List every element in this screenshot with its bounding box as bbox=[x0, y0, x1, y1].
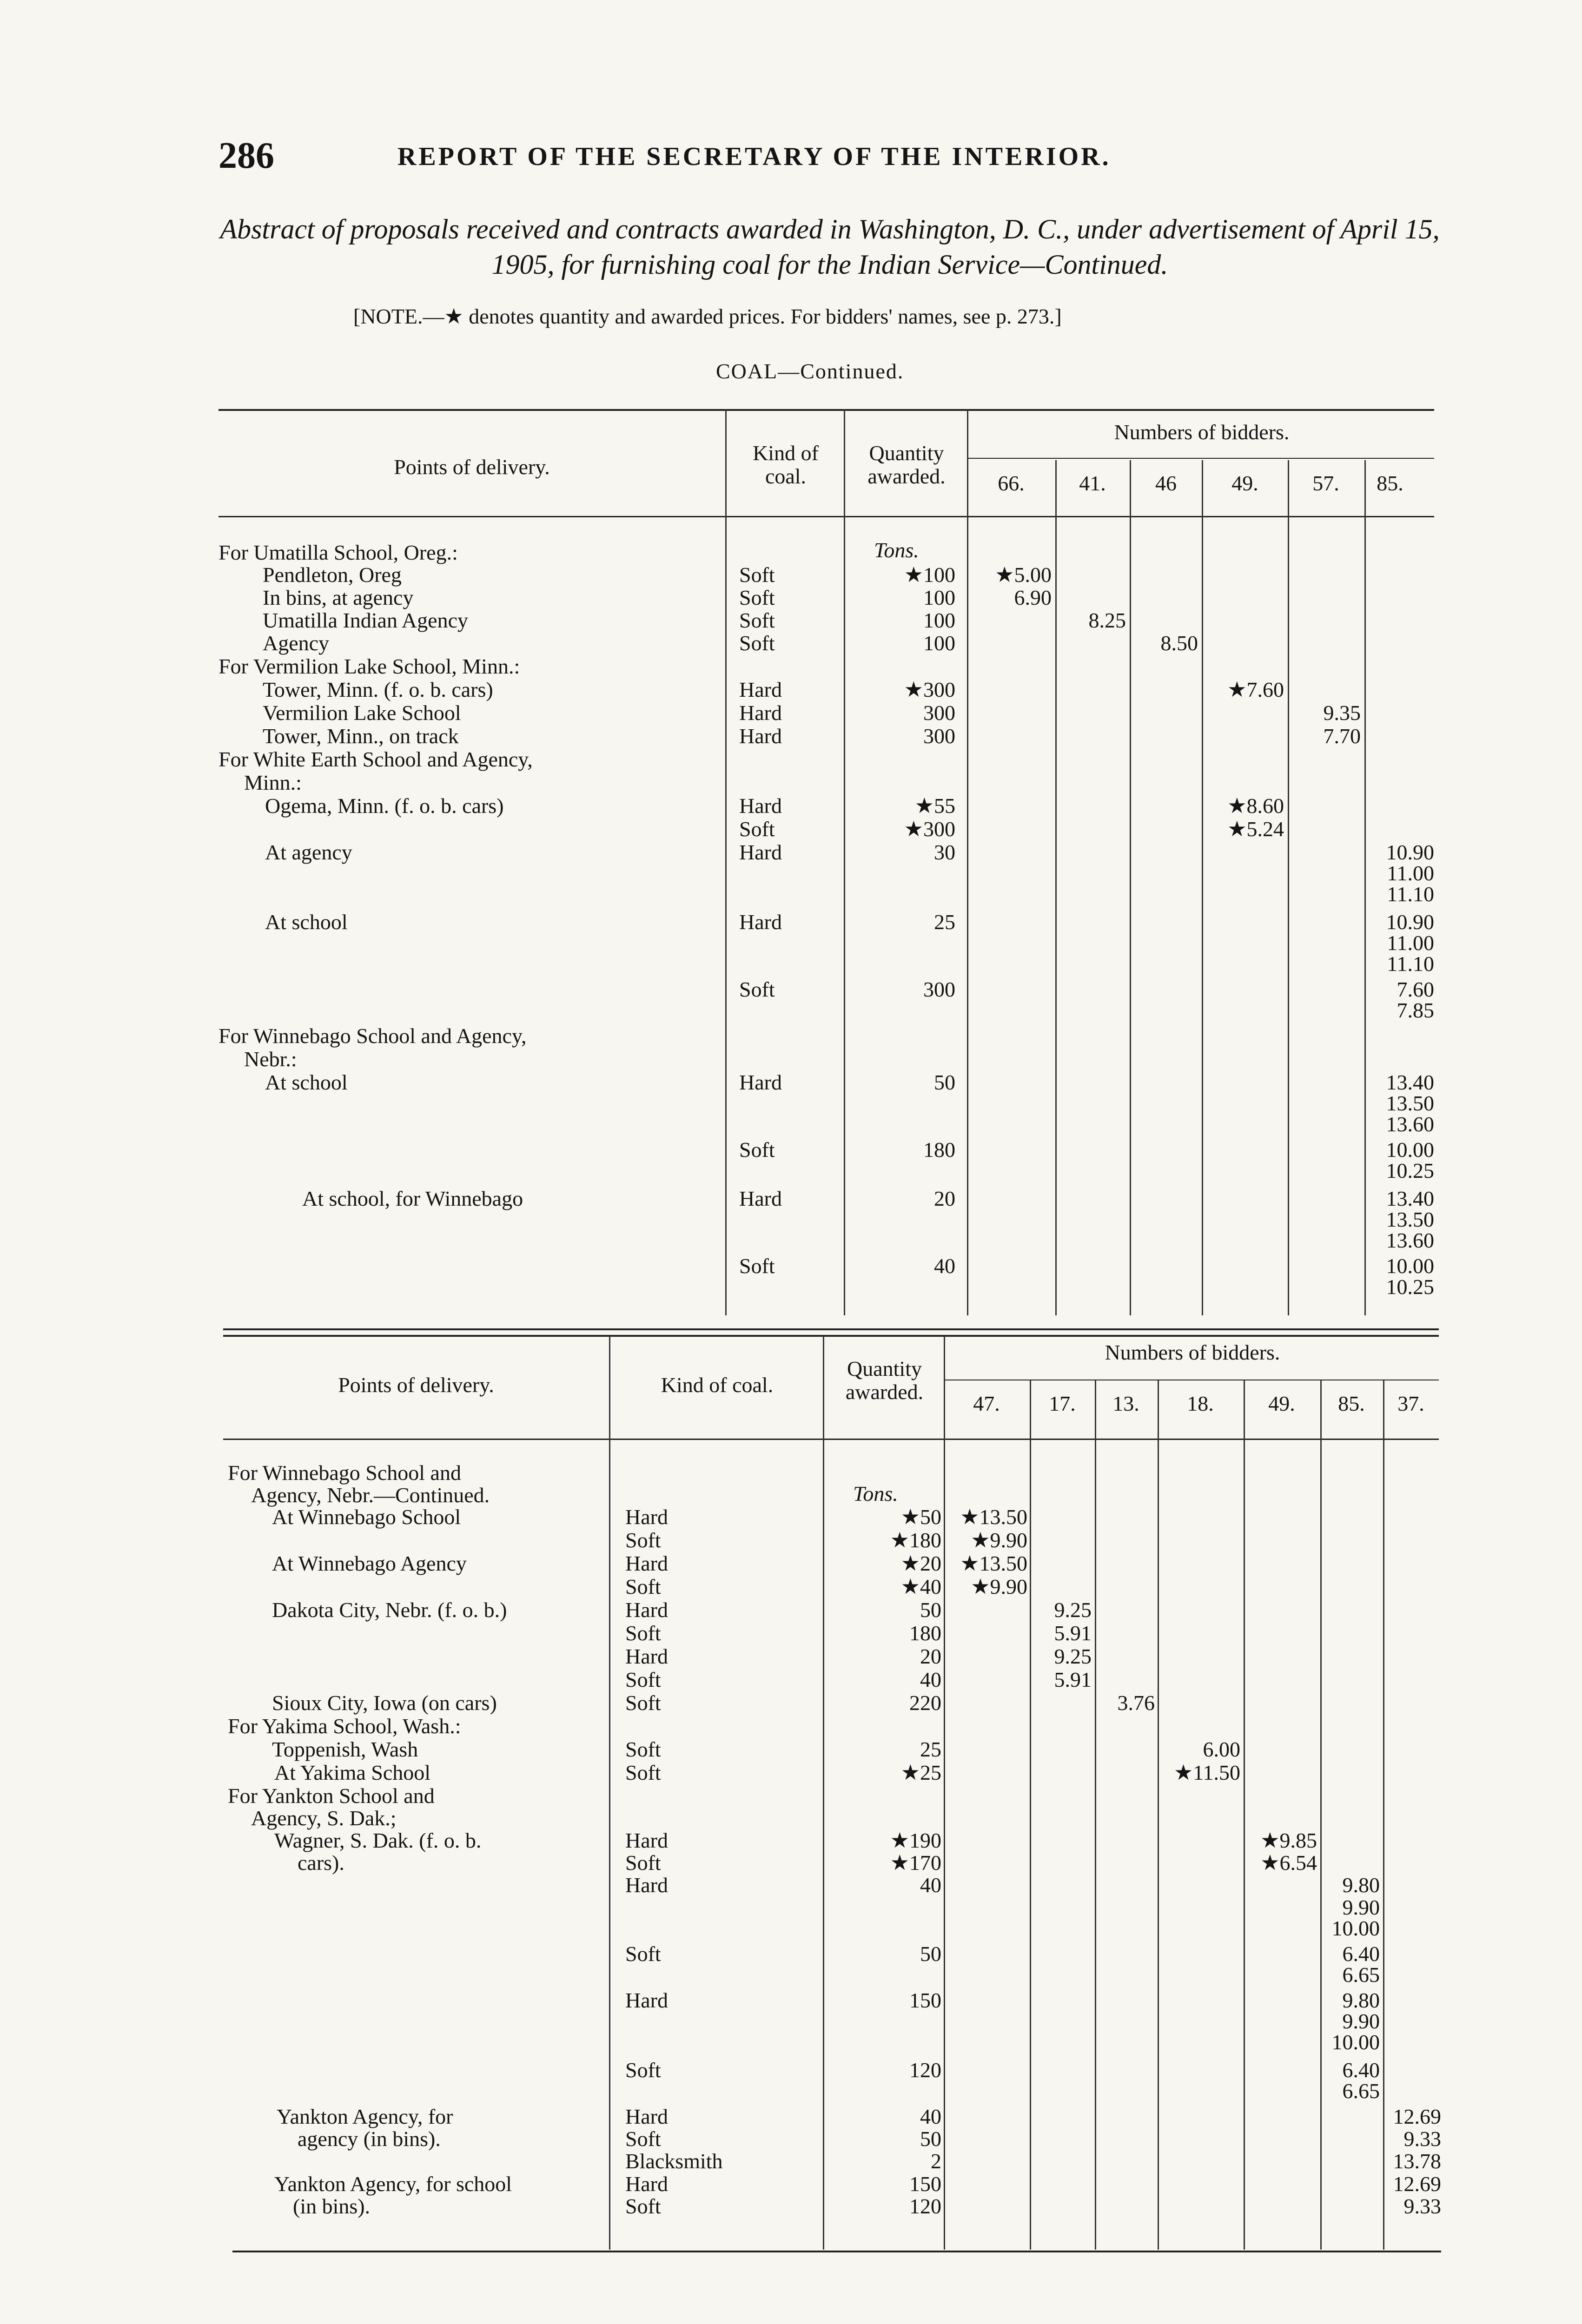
table1-header-rule bbox=[218, 516, 1434, 517]
delivery-point-label: Yankton Agency, for school bbox=[274, 2172, 512, 2196]
delivery-point-label: Tower, Minn. (f. o. b. cars) bbox=[263, 678, 493, 701]
delivery-point-label: At Winnebago School bbox=[272, 1505, 461, 1529]
coal-kind: Soft bbox=[625, 1942, 661, 1966]
table1-header-points: Points of delivery. bbox=[394, 455, 550, 479]
bid-price: 8.50 bbox=[1160, 631, 1198, 655]
quantity-awarded: 20 bbox=[920, 1644, 941, 1668]
table1-vline bbox=[1202, 460, 1203, 1315]
bidder-number-header: 85. bbox=[1338, 1392, 1365, 1415]
coal-kind: Hard bbox=[625, 1644, 668, 1668]
bid-price: ★9.90 bbox=[971, 1528, 1027, 1552]
table2-vline bbox=[1158, 1380, 1159, 2250]
delivery-point-label: For White Earth School and Agency, bbox=[218, 747, 533, 771]
bid-price: ★13.50 bbox=[960, 1552, 1027, 1575]
bidder-number-header: 18. bbox=[1187, 1392, 1214, 1415]
coal-kind: Soft bbox=[625, 1575, 661, 1598]
bid-price: 10.90 bbox=[1386, 910, 1434, 934]
coal-kind: Soft bbox=[625, 2194, 661, 2218]
bidder-number-header: 13. bbox=[1112, 1392, 1139, 1415]
coal-kind: Hard bbox=[739, 1070, 782, 1094]
bid-price: ★11.50 bbox=[1173, 1761, 1240, 1784]
bid-price: 12.69 bbox=[1393, 2105, 1441, 2128]
table1-header-kind: Kind of coal. bbox=[753, 441, 819, 488]
bidder-number-header: 49. bbox=[1268, 1392, 1295, 1415]
delivery-point-label: For Winnebago School and Agency, bbox=[218, 1024, 527, 1048]
coal-kind: Soft bbox=[625, 1621, 661, 1645]
delivery-point-label: Minn.: bbox=[244, 771, 302, 794]
quantity-awarded: ★25 bbox=[900, 1761, 941, 1784]
table2-header-bidders: Numbers of bidders. bbox=[1105, 1340, 1280, 1364]
coal-kind: Blacksmith bbox=[625, 2149, 723, 2173]
bid-price: 10.25 bbox=[1386, 1275, 1434, 1299]
delivery-point-label: For Vermilion Lake School, Minn.: bbox=[218, 654, 520, 678]
table1-vline bbox=[1288, 460, 1289, 1315]
quantity-awarded: 40 bbox=[920, 1873, 941, 1897]
bid-price: 10.00 bbox=[1386, 1254, 1434, 1278]
quantity-awarded: 100 bbox=[923, 631, 955, 655]
running-head: REPORT OF THE SECRETARY OF THE INTERIOR. bbox=[397, 142, 1111, 171]
bidder-number-header: 49. bbox=[1231, 471, 1258, 495]
quantity-awarded: 100 bbox=[923, 608, 955, 632]
bid-price: 6.00 bbox=[1203, 1737, 1240, 1761]
bid-price: 9.25 bbox=[1054, 1644, 1092, 1668]
quantity-awarded: 150 bbox=[909, 2172, 941, 2196]
delivery-point-label: At Winnebago Agency bbox=[272, 1552, 467, 1575]
coal-kind: Hard bbox=[739, 910, 782, 934]
coal-kind: Soft bbox=[739, 1138, 775, 1162]
bid-price: 5.91 bbox=[1054, 1621, 1092, 1645]
bidder-number-header: 85. bbox=[1377, 471, 1403, 495]
quantity-awarded: ★300 bbox=[904, 817, 955, 841]
table1-header-bidders: Numbers of bidders. bbox=[1114, 420, 1290, 444]
quantity-awarded: ★40 bbox=[900, 1575, 941, 1598]
delivery-point-label: Pendleton, Oreg bbox=[263, 563, 402, 587]
quantity-awarded: 30 bbox=[934, 840, 955, 864]
page-number: 286 bbox=[218, 135, 274, 176]
quantity-awarded: 120 bbox=[909, 2058, 941, 2082]
quantity-awarded: 2 bbox=[931, 2149, 941, 2173]
bid-price: 11.00 bbox=[1387, 861, 1434, 885]
bidder-number-header: 17. bbox=[1049, 1392, 1076, 1415]
delivery-point-label: Agency bbox=[263, 631, 330, 655]
bid-price: 13.50 bbox=[1386, 1208, 1434, 1231]
table1-vline bbox=[844, 409, 845, 1315]
quantity-awarded: ★180 bbox=[890, 1528, 941, 1552]
bid-price: 7.60 bbox=[1397, 977, 1434, 1001]
bid-price: 10.25 bbox=[1386, 1159, 1434, 1182]
bid-price: ★8.60 bbox=[1227, 794, 1284, 818]
coal-kind: Hard bbox=[625, 2172, 668, 2196]
quantity-awarded: 25 bbox=[920, 1737, 941, 1761]
coal-kind: Hard bbox=[739, 724, 782, 748]
delivery-point-label: At Yakima School bbox=[274, 1761, 431, 1784]
bidder-number-header: 46 bbox=[1155, 471, 1177, 495]
delivery-point-label: Vermilion Lake School bbox=[263, 701, 461, 725]
quantity-awarded: 300 bbox=[923, 724, 955, 748]
table2-vline bbox=[1244, 1380, 1245, 2250]
coal-kind: Hard bbox=[625, 1552, 668, 1575]
quantity-awarded: 300 bbox=[923, 977, 955, 1001]
delivery-point-label: cars). bbox=[298, 1851, 344, 1875]
coal-kind: Hard bbox=[739, 1187, 782, 1210]
quantity-awarded: 50 bbox=[920, 1942, 941, 1966]
quantity-awarded: ★100 bbox=[904, 563, 955, 587]
delivery-point-label: (in bins). bbox=[293, 2194, 371, 2218]
coal-kind: Soft bbox=[739, 563, 775, 587]
quantity-awarded: 40 bbox=[920, 1668, 941, 1691]
tons-unit-label: Tons. bbox=[874, 538, 919, 562]
bid-price: 10.00 bbox=[1386, 1138, 1434, 1162]
delivery-point-label: Wagner, S. Dak. (f. o. b. bbox=[274, 1829, 482, 1852]
coal-kind: Hard bbox=[625, 1505, 668, 1529]
quantity-awarded: ★300 bbox=[904, 678, 955, 701]
quantity-awarded: 150 bbox=[909, 1988, 941, 2012]
delivery-point-label: Dakota City, Nebr. (f. o. b.) bbox=[272, 1598, 507, 1622]
bid-price: 11.10 bbox=[1387, 882, 1434, 906]
bid-price: 13.50 bbox=[1386, 1091, 1434, 1115]
table2-top-rule bbox=[223, 1335, 1439, 1337]
coal-kind: Soft bbox=[625, 1668, 661, 1691]
delivery-point-label: At school, for Winnebago bbox=[302, 1187, 523, 1210]
bid-price: 7.85 bbox=[1397, 998, 1434, 1022]
quantity-awarded: ★55 bbox=[914, 794, 955, 818]
bid-price: 6.40 bbox=[1342, 1942, 1380, 1966]
table2-vline bbox=[1030, 1380, 1031, 2250]
bid-price: 13.78 bbox=[1393, 2149, 1441, 2173]
section-heading: COAL—Continued. bbox=[716, 359, 904, 383]
coal-kind: Soft bbox=[625, 1761, 661, 1784]
page-title: Abstract of proposals received and contracts awarded in Washington, D. C., under advertisement of April 15, 1905, for furnishing coal for the Indian Service—Continued. bbox=[220, 214, 1440, 280]
coal-kind: Hard bbox=[625, 1829, 668, 1852]
bidder-number-header: 66. bbox=[998, 471, 1025, 495]
coal-kind: Hard bbox=[739, 840, 782, 864]
coal-kind: Soft bbox=[739, 586, 775, 609]
delivery-point-label: Nebr.: bbox=[244, 1047, 297, 1071]
bid-price: ★6.54 bbox=[1260, 1851, 1317, 1875]
bid-price: 10.00 bbox=[1331, 2030, 1380, 2054]
bid-price: 5.91 bbox=[1054, 1668, 1092, 1691]
quantity-awarded: 50 bbox=[934, 1070, 955, 1094]
quantity-awarded: ★170 bbox=[890, 1851, 941, 1875]
quantity-awarded: 40 bbox=[934, 1254, 955, 1278]
bid-price: ★5.00 bbox=[995, 563, 1052, 587]
bidder-number-header: 37. bbox=[1397, 1392, 1424, 1415]
coal-kind: Hard bbox=[625, 1598, 668, 1622]
table2-top-rule bbox=[223, 1328, 1439, 1330]
table2-vline bbox=[944, 1336, 945, 2250]
quantity-awarded: 180 bbox=[923, 1138, 955, 1162]
bidder-number-header: 57. bbox=[1312, 471, 1339, 495]
table2-header-points: Points of delivery. bbox=[338, 1373, 494, 1397]
delivery-point-label: Yankton Agency, for bbox=[277, 2105, 453, 2128]
delivery-point-label: agency (in bins). bbox=[298, 2127, 441, 2151]
bid-price: 12.69 bbox=[1393, 2172, 1441, 2196]
table2-header-rule bbox=[223, 1439, 1439, 1440]
delivery-point-label: Toppenish, Wash bbox=[272, 1737, 418, 1761]
bid-price: 6.65 bbox=[1342, 2079, 1380, 2103]
delivery-point-label: At school bbox=[265, 1070, 348, 1094]
quantity-awarded: ★50 bbox=[900, 1505, 941, 1529]
quantity-awarded: 220 bbox=[909, 1691, 941, 1715]
bidder-number-header: 41. bbox=[1079, 471, 1106, 495]
table2-vline bbox=[1320, 1380, 1322, 2250]
quantity-awarded: 120 bbox=[909, 2194, 941, 2218]
bid-price: 13.60 bbox=[1386, 1228, 1434, 1252]
delivery-point-label: For Yankton School and bbox=[228, 1784, 435, 1808]
tons-unit-label: Tons. bbox=[853, 1482, 898, 1505]
delivery-point-label: In bins, at agency bbox=[263, 586, 414, 609]
coal-kind: Hard bbox=[739, 794, 782, 818]
bid-price: 10.90 bbox=[1386, 840, 1434, 864]
bidder-number-header: 47. bbox=[973, 1392, 1000, 1415]
quantity-awarded: 50 bbox=[920, 2127, 941, 2151]
quantity-awarded: 100 bbox=[923, 586, 955, 609]
bid-price: 9.90 bbox=[1342, 2009, 1380, 2033]
table2-bottom-rule bbox=[232, 2251, 1441, 2252]
coal-kind: Soft bbox=[739, 817, 775, 841]
bid-price: 13.40 bbox=[1386, 1070, 1434, 1094]
quantity-awarded: ★20 bbox=[900, 1552, 941, 1575]
quantity-awarded: ★190 bbox=[890, 1829, 941, 1852]
bid-price: 6.90 bbox=[1014, 586, 1052, 609]
bid-price: 7.70 bbox=[1323, 724, 1361, 748]
quantity-awarded: 300 bbox=[923, 701, 955, 725]
coal-kind: Soft bbox=[739, 1254, 775, 1278]
bid-price: 10.00 bbox=[1331, 1916, 1380, 1940]
coal-kind: Soft bbox=[625, 1737, 661, 1761]
coal-kind: Soft bbox=[625, 1528, 661, 1552]
delivery-point-label: Ogema, Minn. (f. o. b. cars) bbox=[265, 794, 504, 818]
coal-kind: Soft bbox=[739, 631, 775, 655]
delivery-point-label: Tower, Minn., on track bbox=[263, 724, 459, 748]
bid-price: 6.40 bbox=[1342, 2058, 1380, 2082]
coal-kind: Hard bbox=[625, 2105, 668, 2128]
delivery-point-label: At school bbox=[265, 910, 348, 934]
bid-price: 11.00 bbox=[1387, 931, 1434, 955]
bid-price: 3.76 bbox=[1117, 1691, 1155, 1715]
coal-kind: Soft bbox=[739, 977, 775, 1001]
coal-kind: Soft bbox=[625, 2127, 661, 2151]
quantity-awarded: 40 bbox=[920, 2105, 941, 2128]
bid-price: ★9.85 bbox=[1260, 1829, 1317, 1852]
delivery-point-label: Agency, S. Dak.; bbox=[251, 1806, 397, 1830]
table1-vline bbox=[1130, 460, 1131, 1315]
delivery-point-label: At agency bbox=[265, 840, 352, 864]
bid-price: 6.65 bbox=[1342, 1963, 1380, 1987]
table2-header-qty: Quantity awarded. bbox=[845, 1357, 924, 1404]
coal-kind: Hard bbox=[625, 1873, 668, 1897]
delivery-point-label: Umatilla Indian Agency bbox=[263, 608, 468, 632]
delivery-point-label: For Winnebago School and bbox=[228, 1461, 461, 1485]
bid-price: 9.80 bbox=[1342, 1988, 1380, 2012]
bid-price: ★5.24 bbox=[1227, 817, 1284, 841]
delivery-point-label: Sioux City, Iowa (on cars) bbox=[272, 1691, 497, 1715]
bid-price: ★13.50 bbox=[960, 1505, 1027, 1529]
table1-vline bbox=[967, 409, 968, 1315]
bid-price: 9.33 bbox=[1403, 2127, 1441, 2151]
delivery-point-label: Agency, Nebr.—Continued. bbox=[251, 1483, 490, 1507]
coal-kind: Hard bbox=[625, 1988, 668, 2012]
delivery-point-label: For Yakima School, Wash.: bbox=[228, 1714, 461, 1738]
bid-price: 11.10 bbox=[1387, 952, 1434, 976]
table1-bidders-rule bbox=[967, 458, 1434, 459]
coal-kind: Hard bbox=[739, 678, 782, 701]
table2-vline bbox=[1095, 1380, 1096, 2250]
bid-price: 9.33 bbox=[1403, 2194, 1441, 2218]
delivery-point-label: For Umatilla School, Oreg.: bbox=[218, 541, 458, 564]
table1-vline bbox=[725, 409, 727, 1315]
table1-top-rule bbox=[218, 409, 1434, 411]
bid-price: 9.35 bbox=[1323, 701, 1361, 725]
coal-kind: Soft bbox=[625, 2058, 661, 2082]
quantity-awarded: 20 bbox=[934, 1187, 955, 1210]
quantity-awarded: 25 bbox=[934, 910, 955, 934]
bid-price: 13.60 bbox=[1386, 1112, 1434, 1136]
table2-vline bbox=[609, 1336, 610, 2250]
coal-kind: Hard bbox=[739, 701, 782, 725]
quantity-awarded: 180 bbox=[909, 1621, 941, 1645]
coal-kind: Soft bbox=[625, 1851, 661, 1875]
note: [NOTE.—★ denotes quantity and awarded prices. For bidders' names, see p. 273.] bbox=[353, 304, 1062, 328]
table1-header-qty: Quantity awarded. bbox=[867, 441, 946, 488]
bid-price: 9.80 bbox=[1342, 1873, 1380, 1897]
table2-vline bbox=[823, 1336, 824, 2250]
bid-price: ★7.60 bbox=[1227, 678, 1284, 701]
bid-price: 13.40 bbox=[1386, 1187, 1434, 1210]
bid-price: 9.90 bbox=[1342, 1895, 1380, 1919]
quantity-awarded: 50 bbox=[920, 1598, 941, 1622]
bid-price: ★9.90 bbox=[971, 1575, 1027, 1598]
coal-kind: Soft bbox=[739, 608, 775, 632]
table2-header-kind: Kind of coal. bbox=[661, 1373, 774, 1397]
table1-vline bbox=[1055, 460, 1057, 1315]
bid-price: 8.25 bbox=[1088, 608, 1126, 632]
coal-kind: Soft bbox=[625, 1691, 661, 1715]
bid-price: 9.25 bbox=[1054, 1598, 1092, 1622]
